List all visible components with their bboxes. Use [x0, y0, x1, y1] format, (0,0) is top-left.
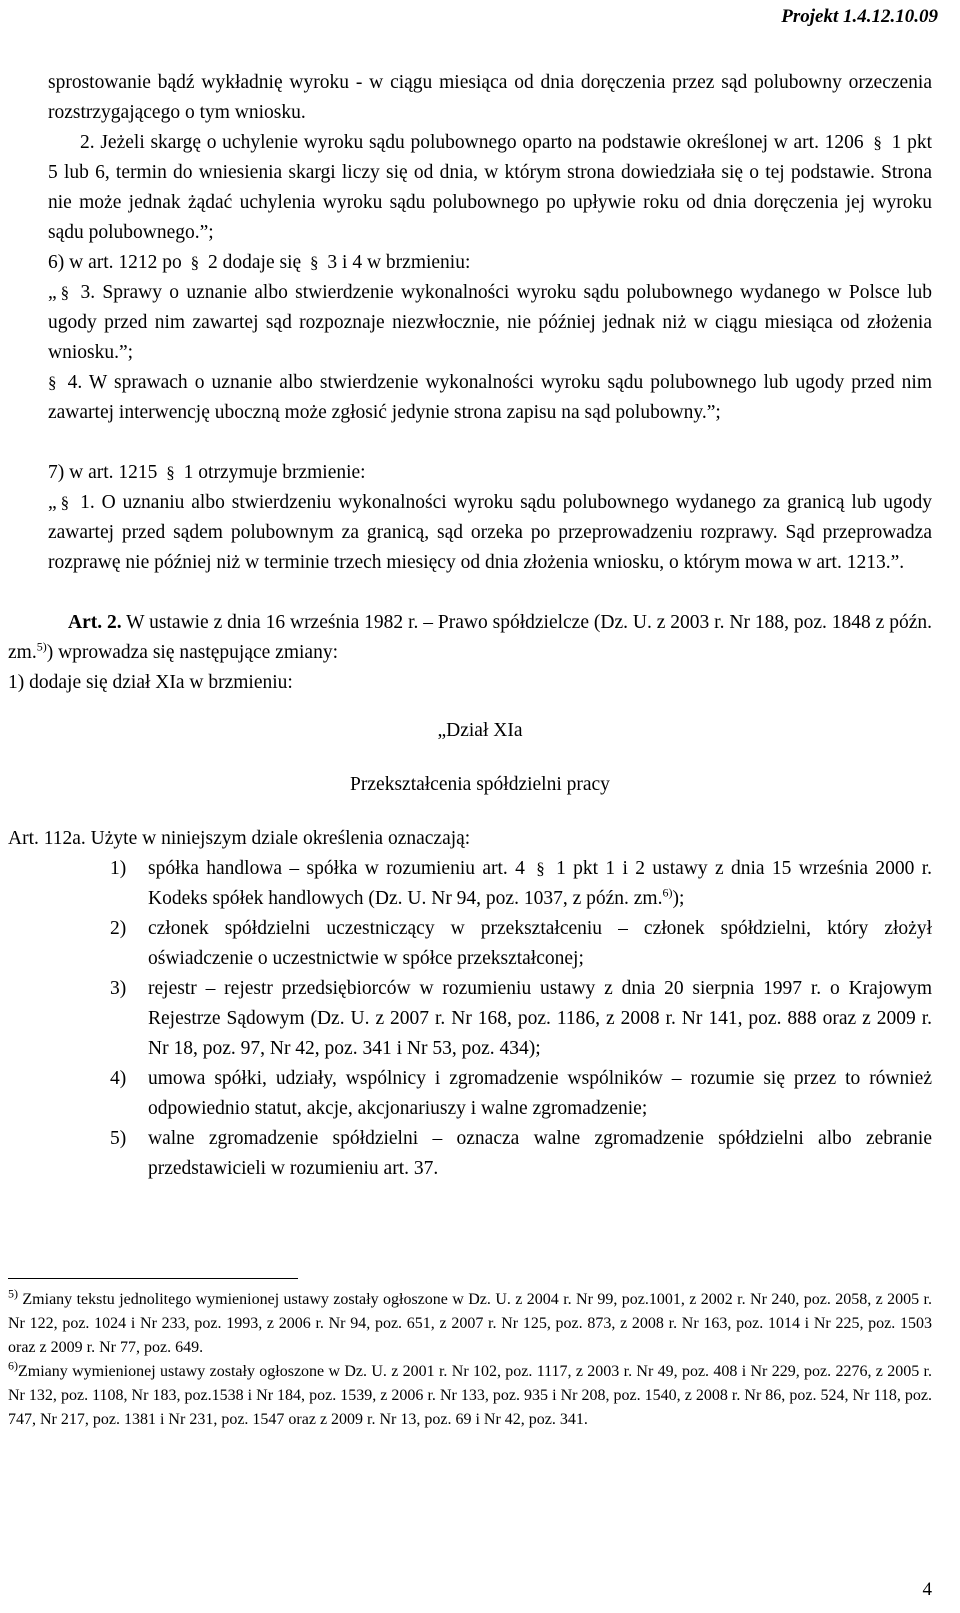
footnote-text: Zmiany tekstu jednolitego wymienionej ustawy zostały ogłoszone w Dz. U. z 2004 r. Nr 99, poz.1001, z 2002 r. Nr 240, poz. 2058, z 2005 r. Nr 122, poz. 1024 i Nr 233, poz. 1993, z 2006 r. Nr 94, poz. 651, z 2007 r. Nr 125, poz. 873, z 2008 r. Nr 163, poz. 1014 i Nr 225, poz. 1503 oraz z 2009 r. Nr 77, poz. 649.: [8, 1291, 932, 1356]
list-text-2: 1 pkt 1 i 2 ustawy z dnia 15 września 2000 r. Kodeks spółek handlowych (Dz. U. Nr 94, poz. 1037, z późn. zm.: [148, 858, 932, 909]
list-number: 4): [110, 1068, 127, 1089]
section-4: [48, 368, 932, 428]
list-text: członek spółdzielni uczestniczący w przekształceniu – członek spółdzielni, który złożył oświadczenie o uczestnictwie w spółce przekształconej;: [148, 918, 932, 969]
open-quote: „: [48, 492, 57, 513]
art2-end: ) wprowadza się następujące zmiany:: [46, 642, 338, 663]
list-text: walne zgromadzenie spółdzielni – oznacza walne zgromadzenie spółdzielni albo zebranie przedstawicieli w rozumieniu art. 37.: [148, 1128, 932, 1179]
footnote-text: Zmiany wymienionej ustawy zostały ogłoszone w Dz. U. z 2001 r. Nr 102, poz. 1117, z 2003 r. Nr 49, poz. 408 i Nr 229, poz. 2276, z 2005 r. Nr 132, poz. 1108, Nr 183, poz.1538 i Nr 184, poz. 1539, z 2006 r. Nr 133, poz. 935 i Nr 208, poz. 1540, z 2008 r. Nr 86, poz. 524, Nr 118, poz. 747, Nr 217, poz. 1381 i Nr 231, poz. 1547 oraz z 2009 r. Nr 13, poz. 69 i Nr 42, poz. 341.: [8, 1363, 932, 1428]
list-number: 5): [110, 1128, 127, 1149]
section-sign: §: [190, 253, 200, 272]
footnote-6: [8, 1360, 932, 1432]
list-item: [110, 854, 932, 914]
dzial-title: „Dział XIa: [437, 720, 523, 741]
page-number: 4: [922, 1579, 932, 1600]
section-sign: §: [536, 859, 545, 878]
list-text: umowa spółki, udziały, wspólnicy i zgromadzenie wspólników – rozumie się przez to również odpowiednio statut, akcje, akcjonariuszy i walne zgromadzenie;: [148, 1068, 932, 1119]
item7-text-a: 7) w art. 1215: [48, 462, 158, 483]
section-1: [48, 488, 932, 578]
list-text: rejestr – rejestr przedsiębiorców w rozumieniu ustawy z dnia 20 sierpnia 1997 r. o Krajowym Rejestrze Sądowym (Dz. U. z 2007 r. Nr 168, poz. 1186, z 2008 r. Nr 141, poz. 888 oraz z 2009 r. Nr 18, poz. 97, Nr 42, poz. 341 i Nr 53, poz. 434);: [148, 978, 932, 1059]
section-sign: §: [873, 133, 882, 152]
list-text: spółka handlowa – spółka w rozumieniu art. 4: [148, 858, 525, 879]
art-112a: Art. 112a. Użyte w niniejszym dziale określenia oznaczają:: [8, 828, 471, 849]
page-header: Projekt 1.4.12.10.09: [781, 6, 938, 27]
footnote-mark: 5): [8, 1286, 18, 1301]
section-sign: §: [48, 373, 57, 392]
footnote-mark: 6): [8, 1358, 18, 1373]
section-3: [48, 278, 932, 368]
item6-text-b: 2 dodaje się: [208, 252, 302, 273]
section-3-text: 3. Sprawy o uznanie albo stwierdzenie wykonalności wyroku sądu polubownego wydanego w Polsce lub ugody przed nim zawartej sąd rozpoznaje niezwłocznie, nie później jednak niż w ciągu miesiąca od złożenia wniosku.”;: [48, 282, 932, 363]
footnote-ref: 6): [662, 885, 673, 900]
footnote-ref: 5): [36, 639, 47, 654]
list-item: [110, 1124, 932, 1184]
para2b-text: 1 pkt 5 lub 6, termin do wniesienia skargi liczy się od dnia, w którym strona dowiedziała się o tej podstawie. Strona nie może jednak żądać uchylenia wyroku sądu polubownego po upływie roku od dnia doręczenia jej wyroku sądu polubownego.”;: [48, 132, 932, 243]
section-1-text: 1. O uznaniu albo stwierdzeniu wykonalności wyroku sądu polubownego wydanego za granicą lub ugody zawartej przed sądem polubownym za granicą, sąd orzeka po przeprowadzeniu rozprawy. Sąd przeprowadza rozprawę nie później niż w terminie trzech miesięcy od dnia złożenia wniosku, o którym mowa w art. 1213.”.: [48, 492, 932, 573]
list-number: 3): [110, 978, 127, 999]
item-6: [48, 248, 932, 278]
item6-text-a: 6) w art. 1212 po: [48, 252, 182, 273]
paragraph-continuation: sprostowanie bądź wykładnię wyroku - w ciągu miesiąca od dnia doręczenia przez sąd polubowny orzeczenia rozstrzygającego o tym wniosku.: [48, 72, 932, 123]
art2-label: Art. 2.: [68, 612, 122, 633]
item7-text-b: 1 otrzymuje brzmienie:: [183, 462, 366, 483]
para2-text: 2. Jeżeli skargę o uchylenie wyroku sądu polubownego oparto na podstawie określonej w art. 1206: [80, 132, 864, 153]
item6-text-c: 3 i 4 w brzmieniu:: [327, 252, 471, 273]
section-sign: §: [60, 283, 70, 302]
list-number: 2): [110, 918, 127, 939]
section-4-text: 4. W sprawach o uznanie albo stwierdzenie wykonalności wyroku sądu polubownego lub ugody przed nim zawartej interwencję uboczną może zgłosić jedynie strona zapisu na sąd polubowny.”;: [48, 372, 933, 423]
list-item: [110, 914, 932, 974]
definitions-list: [110, 854, 932, 1184]
art-2: [8, 608, 932, 668]
list-item: [110, 1064, 932, 1124]
item-7: [48, 458, 932, 488]
amendment-item-1: 1) dodaje się dział XIa w brzmieniu:: [8, 672, 293, 693]
section-sign: §: [60, 493, 70, 512]
list-number: 1): [110, 858, 127, 879]
open-quote: „: [48, 282, 57, 303]
list-text-end: );: [672, 888, 685, 909]
paragraph-2: [48, 128, 932, 248]
art2-text: W ustawie z dnia 16 września 1982 r. – Prawo spółdzielcze (Dz. U. z 2003 r. Nr 188, poz. 1848 z późn. zm.: [8, 612, 932, 663]
list-item: [110, 974, 932, 1064]
dzial-subtitle: Przekształcenia spółdzielni pracy: [350, 774, 610, 795]
footnote-divider: [8, 1278, 298, 1279]
section-sign: §: [166, 463, 175, 482]
footnote-5: [8, 1288, 932, 1360]
section-sign: §: [310, 253, 319, 272]
